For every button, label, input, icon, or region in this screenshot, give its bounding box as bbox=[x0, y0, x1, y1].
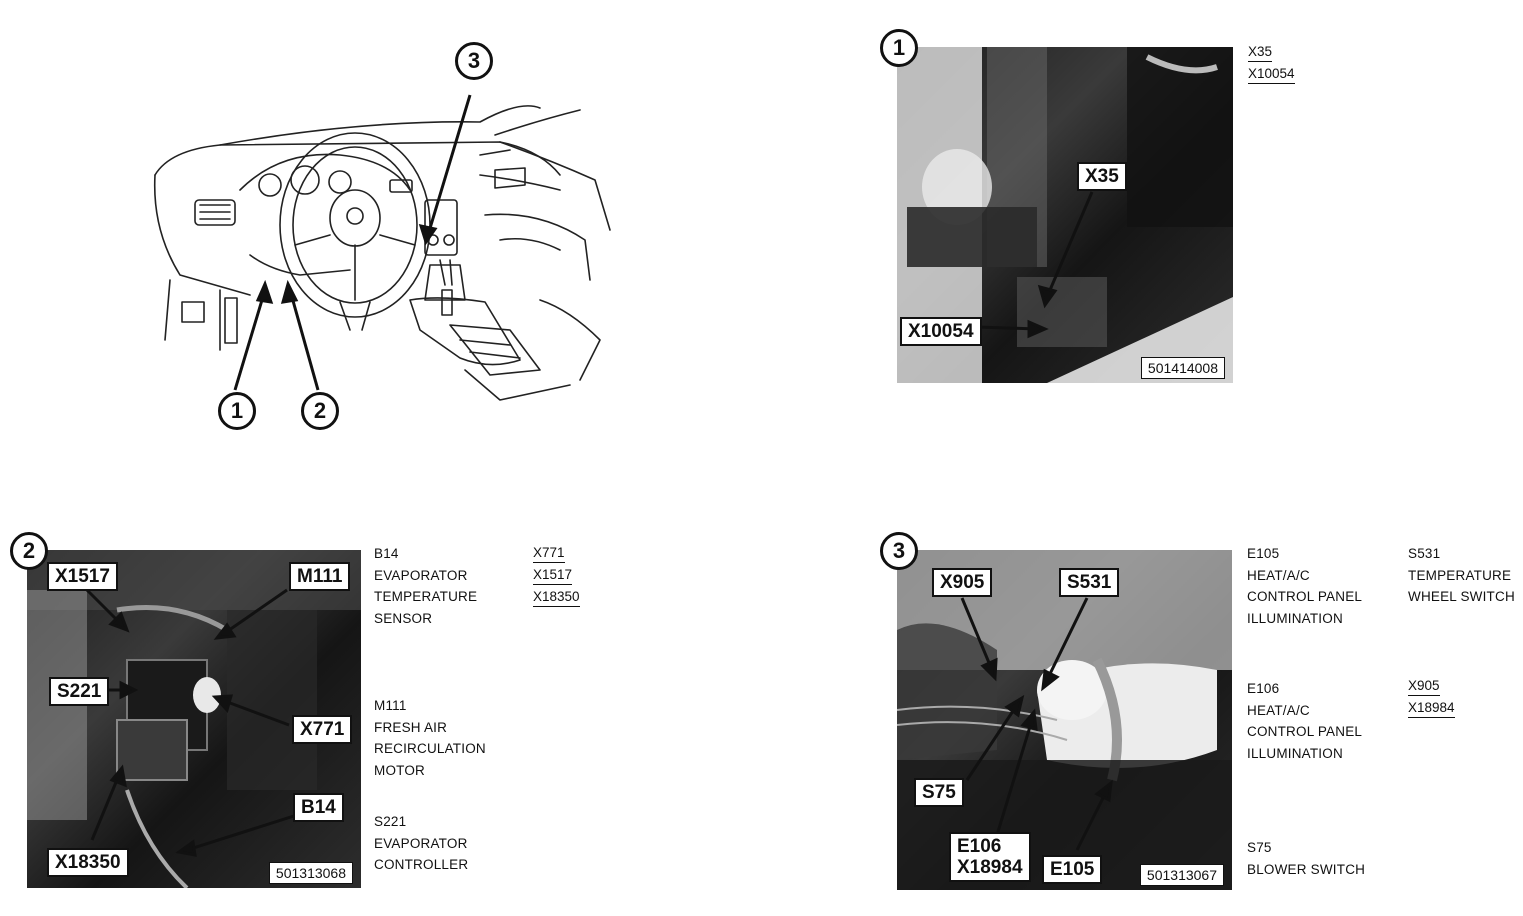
legend-m111-line3: MOTOR bbox=[374, 762, 425, 778]
overview-marker-1: 1 bbox=[218, 392, 256, 430]
callout-x18350: X18350 bbox=[47, 848, 129, 877]
legend-b14-line2: TEMPERATURE bbox=[374, 589, 478, 604]
callout-s531: S531 bbox=[1059, 568, 1119, 597]
callout-x1517: X1517 bbox=[47, 562, 118, 591]
photo-panel-1 bbox=[897, 47, 1233, 383]
dashboard-line-art bbox=[140, 40, 620, 440]
callout-s221: S221 bbox=[49, 677, 109, 706]
legend-s221-line1: EVAPORATOR bbox=[374, 835, 468, 851]
panel-2-number: 2 bbox=[10, 532, 48, 570]
legend-b14-line3: SENSOR bbox=[374, 610, 433, 626]
legend-s221-line2: CONTROLLER bbox=[374, 857, 469, 872]
photo-id-3: 501313067 bbox=[1140, 864, 1224, 886]
ref-x18350: X18350 bbox=[533, 585, 580, 607]
photo-3-texture bbox=[897, 550, 1232, 890]
legend-e106-line3: ILLUMINATION bbox=[1247, 745, 1343, 761]
legend-e106-line1: HEAT/A/C bbox=[1247, 702, 1310, 718]
legend-e105-line2: CONTROL PANEL bbox=[1247, 589, 1363, 604]
legend-e106-line2: CONTROL PANEL bbox=[1247, 724, 1363, 739]
legend-e106 bbox=[1247, 678, 1362, 764]
legend-s75 bbox=[1247, 837, 1365, 880]
panel-1-connector-refs bbox=[1248, 40, 1295, 84]
panel-3-connector-refs bbox=[1408, 674, 1455, 718]
legend-e105-line1: HEAT/A/C bbox=[1247, 567, 1310, 583]
overview-marker-2: 2 bbox=[301, 392, 339, 430]
callout-s75: S75 bbox=[914, 778, 964, 807]
ref-x905: X905 bbox=[1408, 674, 1440, 696]
callout-x18984-line: X18984 bbox=[957, 857, 1023, 878]
photo-panel-3 bbox=[897, 550, 1232, 890]
callout-x771: X771 bbox=[292, 715, 352, 744]
legend-s531-line2: WHEEL SWITCH bbox=[1408, 589, 1515, 604]
dashboard-overview-drawing bbox=[140, 40, 620, 440]
legend-s531 bbox=[1408, 543, 1515, 608]
callout-e105: E105 bbox=[1042, 855, 1102, 884]
legend-s75-line1: BLOWER SWITCH bbox=[1247, 861, 1366, 877]
ref-x771: X771 bbox=[533, 541, 565, 563]
legend-b14 bbox=[374, 543, 477, 629]
callout-x35: X35 bbox=[1077, 162, 1127, 191]
legend-s75-code: S75 bbox=[1247, 840, 1272, 855]
photo-panel-2 bbox=[27, 550, 361, 888]
callout-e106-line: E106 bbox=[957, 836, 1002, 857]
ref-x18984: X18984 bbox=[1408, 696, 1455, 718]
panel-2-connector-refs bbox=[533, 541, 580, 607]
legend-e106-code: E106 bbox=[1247, 681, 1280, 696]
legend-s221-code: S221 bbox=[374, 814, 407, 829]
legend-e105-code: E105 bbox=[1247, 546, 1280, 561]
legend-e105 bbox=[1247, 543, 1362, 629]
legend-s531-code: S531 bbox=[1408, 546, 1441, 561]
callout-x905: X905 bbox=[932, 568, 992, 597]
panel-1-number: 1 bbox=[880, 29, 918, 67]
callout-x10054: X10054 bbox=[900, 317, 982, 346]
legend-b14-line1: EVAPORATOR bbox=[374, 567, 468, 583]
panel-3-number: 3 bbox=[880, 532, 918, 570]
legend-e105-line3: ILLUMINATION bbox=[1247, 610, 1343, 626]
overview-marker-3: 3 bbox=[455, 42, 493, 80]
callout-m111: M111 bbox=[289, 562, 350, 591]
ref-x35: X35 bbox=[1248, 40, 1272, 62]
legend-s531-line1: TEMPERATURE bbox=[1408, 567, 1512, 583]
legend-m111-line2: RECIRCULATION bbox=[374, 741, 486, 756]
legend-m111-line1: FRESH AIR bbox=[374, 719, 448, 735]
ref-x1517: X1517 bbox=[533, 563, 572, 585]
photo-id-1: 501414008 bbox=[1141, 357, 1225, 379]
ref-x10054: X10054 bbox=[1248, 62, 1295, 84]
legend-b14-code: B14 bbox=[374, 546, 399, 561]
legend-m111 bbox=[374, 695, 486, 781]
photo-id-2: 501313068 bbox=[269, 862, 353, 884]
legend-m111-code: M111 bbox=[374, 698, 407, 713]
callout-e106-x18984 bbox=[949, 832, 1031, 882]
legend-s221 bbox=[374, 811, 468, 876]
callout-b14: B14 bbox=[293, 793, 344, 822]
